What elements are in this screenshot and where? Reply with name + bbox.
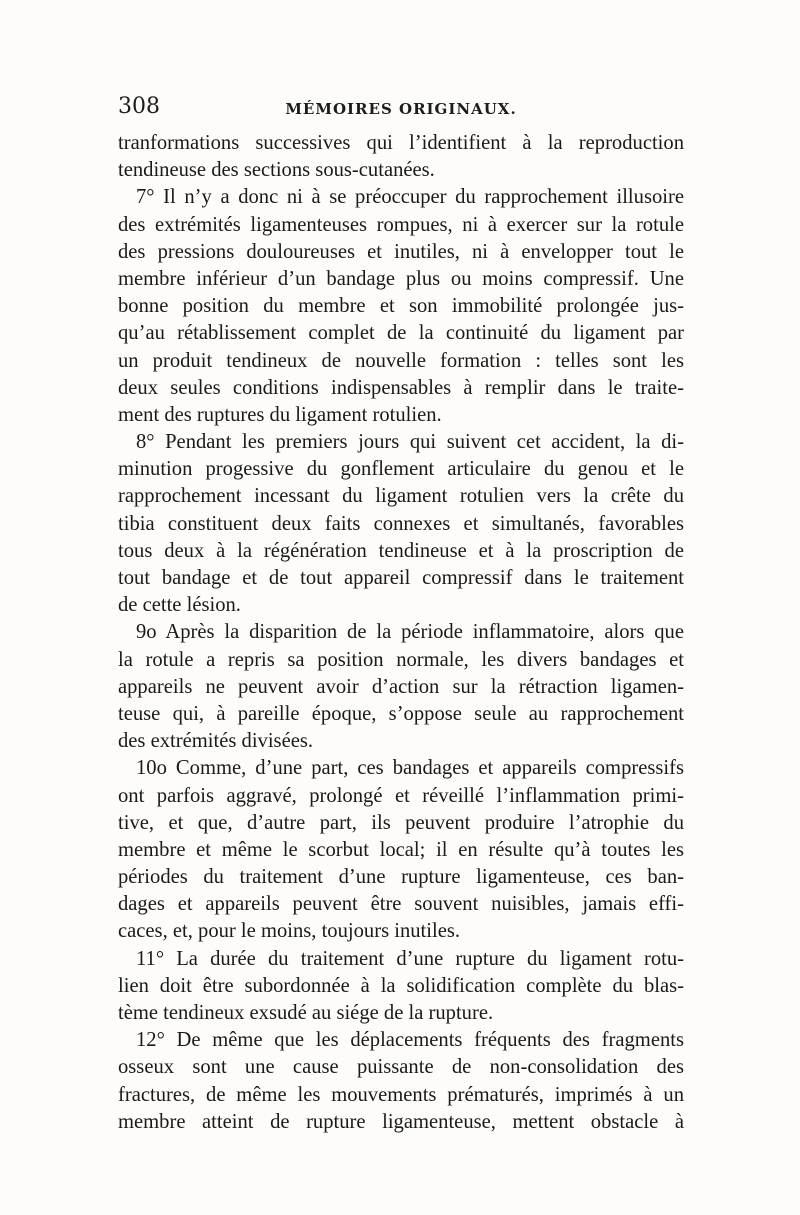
- text-line: 12° De même que les déplacements fréquents des fragments: [136, 1029, 684, 1052]
- paragraph: [118, 184, 684, 429]
- text-line: tive, et que, d’autre part, ils peuvent produire l’atrophie du: [118, 811, 684, 834]
- text-line: tout bandage et de tout appareil compressif dans le traitement: [118, 567, 684, 589]
- text-line: 9o Après la disparition de la période inflammatoire, alors que: [136, 621, 684, 644]
- text-line: ont parfois aggravé, prolongé et réveillé l’inflammation primi-: [118, 784, 684, 807]
- text-line: membre atteint de rupture ligamenteuse, mettent obstacle à: [118, 1110, 684, 1133]
- text-line: teuse qui, à pareille époque, s’oppose seule au rapprochement: [118, 702, 684, 725]
- text-line: 11° La durée du traitement d’une rupture du ligament rotu-: [136, 947, 684, 970]
- text-line: 7° Il n’y a donc ni à se préoccuper du rapprochement illusoire: [136, 186, 684, 209]
- text-line: fractures, de même les mouvements prématurés, imprimés à un: [118, 1083, 684, 1106]
- text-line: membre et même le scorbut local; il en résulte qu’à toutes les: [118, 838, 684, 861]
- text-line: tous deux à la régénération tendineuse et à la proscription de: [118, 539, 684, 562]
- paragraph: [118, 946, 684, 1028]
- text-line: osseux sont une cause puissante de non-consolidation des: [118, 1056, 684, 1079]
- text-line: lien doit être subordonnée à la solidification complète du blas-: [118, 974, 684, 997]
- page-number: 308: [118, 94, 160, 119]
- text-line: des extrémités divisées.: [118, 730, 314, 753]
- paragraph: [118, 1027, 684, 1136]
- text-line: un produit tendineux de nouvelle formation : telles sont les: [118, 349, 684, 372]
- text-line: 10o Comme, d’une part, ces bandages et appareils compressifs: [136, 757, 684, 780]
- text-line: membre inférieur d’un bandage plus ou moins compressif. Une: [118, 267, 684, 290]
- text-line: minution progessive du gonflement articulaire du genou et le: [118, 458, 684, 481]
- running-title: MÉMOIRES ORIGINAUX.: [285, 100, 517, 118]
- text-line: tendineuse des sections sous-cutanées.: [118, 159, 435, 182]
- paragraph: [118, 619, 684, 755]
- text-line: des pressions douloureuses et inutiles, ni à envelopper tout le: [118, 240, 684, 263]
- text-line: caces, et, pour le moins, toujours inutiles.: [118, 920, 461, 943]
- text-line: 8° Pendant les premiers jours qui suivent cet accident, la di-: [136, 431, 684, 454]
- text-line: la rotule a repris sa position normale, les divers bandages et: [118, 648, 684, 671]
- paragraph: [118, 755, 684, 945]
- text-line: rapprochement incessant du ligament rotulien vers la crête du: [118, 485, 684, 508]
- text-line: de cette lésion.: [118, 594, 241, 617]
- body-text: [118, 130, 684, 1136]
- text-line: ment des ruptures du ligament rotulien.: [118, 403, 442, 426]
- paragraph: [118, 130, 684, 184]
- text-line: périodes du traitement d’une rupture ligamenteuse, ces ban-: [118, 866, 684, 889]
- text-line: deux seules conditions indispensables à remplir dans le traite-: [118, 376, 684, 399]
- text-line: dages et appareils peuvent être souvent nuisibles, jamais effi-: [118, 893, 684, 916]
- text-line: bonne position du membre et son immobilité prolongée jus-: [118, 295, 684, 318]
- page-header: [118, 94, 684, 124]
- text-line: qu’au rétablissement complet de la continuité du ligament par: [118, 322, 684, 345]
- text-line: appareils ne peuvent avoir d’action sur la rétraction ligamen-: [118, 675, 684, 698]
- text-line: tranformations successives qui l’identifient à la reproduction: [118, 132, 684, 154]
- text-line: tème tendineux exsudé au siége de la rupture.: [118, 1002, 494, 1024]
- text-line: des extrémités ligamenteuses rompues, ni à exercer sur la rotule: [118, 213, 684, 236]
- text-line: tibia constituent deux faits connexes et simultanés, favorables: [118, 512, 684, 535]
- paragraph: [118, 429, 684, 619]
